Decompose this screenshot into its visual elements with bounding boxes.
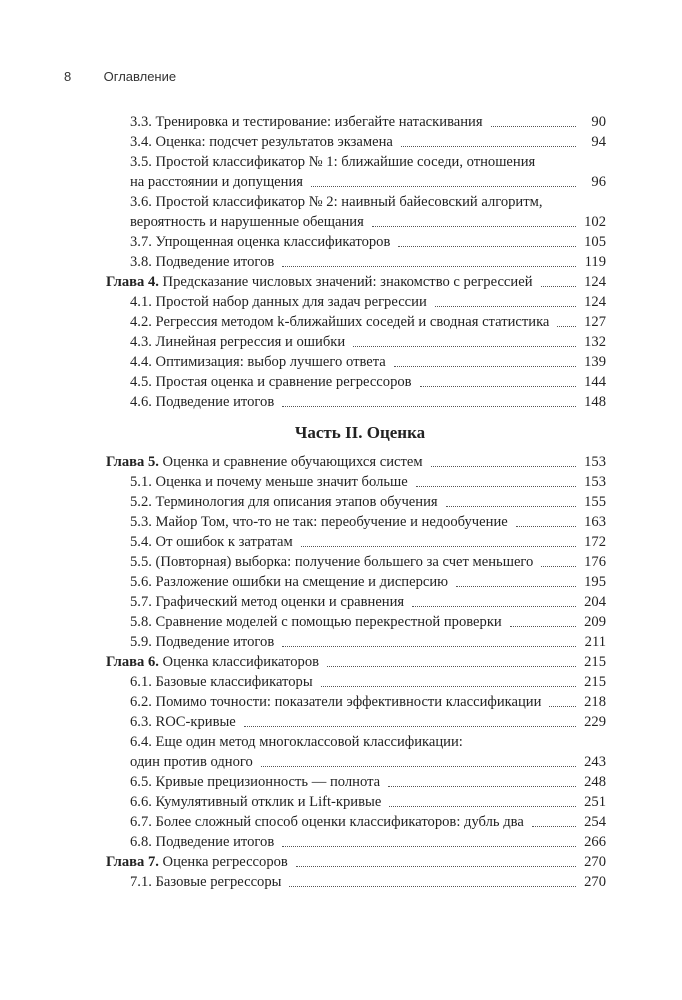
toc-entry-text xyxy=(130,692,541,712)
toc-entry[interactable] xyxy=(106,612,606,632)
toc-page-number: 176 xyxy=(584,554,606,570)
chapter-title: 5.7. Графический метод оценки и сравнения xyxy=(130,594,405,610)
toc-page-number: 209 xyxy=(584,614,606,630)
toc-entry[interactable] xyxy=(106,492,606,512)
toc-entry[interactable] xyxy=(106,772,606,792)
chapter-title: 6.7. Более сложный способ оценки классификаторов: дубль два xyxy=(130,814,524,830)
chapter-title: 5.4. От ошибок к затратам xyxy=(130,534,293,550)
toc-entry-text xyxy=(130,472,408,492)
toc-entry[interactable] xyxy=(106,152,606,192)
chapter-title: 4.5. Простая оценка и сравнение регрессоров xyxy=(130,374,412,390)
running-title: Оглавление xyxy=(103,69,177,84)
toc-entry-text xyxy=(130,292,427,312)
toc-entry[interactable] xyxy=(106,312,606,332)
toc-entry[interactable] xyxy=(106,392,606,412)
toc-page-number: 124 xyxy=(584,294,606,310)
chapter-title: 4.1. Простой набор данных для задач регрессии xyxy=(130,294,427,310)
toc-entry-text xyxy=(130,372,412,392)
chapter-title: 4.6. Подведение итогов xyxy=(130,394,275,410)
toc-page-number: 102 xyxy=(584,214,606,230)
chapter-title: 3.3. Тренировка и тестирование: избегайте натаскивания xyxy=(130,114,483,130)
toc-entry-text xyxy=(130,872,281,892)
chapter-label: Глава 4. xyxy=(106,274,159,290)
dot-leader xyxy=(301,546,576,547)
dot-leader xyxy=(244,726,576,727)
chapter-title: 5.8. Сравнение моделей с помощью перекрестной проверки xyxy=(130,614,502,630)
toc-entry[interactable] xyxy=(106,372,606,392)
chapter-title: 5.3. Майор Том, что-то не так: переобучение и недообучение xyxy=(130,514,508,530)
toc-page-number: 153 xyxy=(584,454,606,470)
toc-entry[interactable] xyxy=(106,532,606,552)
chapter-title: 6.6. Кумулятивный отклик и Lift-кривые xyxy=(130,794,382,810)
toc-entry-text xyxy=(130,572,448,592)
dot-leader xyxy=(557,326,576,327)
toc-page-number: 96 xyxy=(591,174,606,190)
chapter-title: 4.2. Регрессия методом k-ближайших соседей и сводная статистика xyxy=(130,314,550,330)
chapter-title: 6.1. Базовые классификаторы xyxy=(130,674,313,690)
toc-entry[interactable] xyxy=(106,332,606,352)
toc-entry-text xyxy=(106,652,319,672)
toc-page-number: 254 xyxy=(584,814,606,830)
dot-leader xyxy=(398,246,576,247)
toc-entry-continuation xyxy=(130,172,606,192)
toc-entry[interactable] xyxy=(106,812,606,832)
toc-entry-text xyxy=(130,112,483,132)
toc-entry[interactable] xyxy=(106,132,606,152)
toc-entry[interactable] xyxy=(106,292,606,312)
dot-leader xyxy=(541,566,576,567)
toc-entry-text xyxy=(106,272,533,292)
chapter-title: 4.4. Оптимизация: выбор лучшего ответа xyxy=(130,354,386,370)
toc-entry-text xyxy=(130,612,502,632)
dot-leader xyxy=(446,506,576,507)
toc-page-number: 172 xyxy=(584,534,606,550)
toc-chapter[interactable] xyxy=(106,652,606,672)
toc-entry[interactable] xyxy=(106,192,606,232)
toc-entry-text xyxy=(130,812,524,832)
dot-leader xyxy=(394,366,576,367)
chapter-title: Предсказание числовых значений: знакомство с регрессией xyxy=(158,274,533,290)
dot-leader xyxy=(289,886,576,887)
toc-entry[interactable] xyxy=(106,792,606,812)
dot-leader xyxy=(491,126,576,127)
toc-page-number: 229 xyxy=(584,714,606,730)
toc-entry[interactable] xyxy=(106,832,606,852)
toc-entry-text: 3.5. Простой классификатор № 1: ближайшие соседи, отношения xyxy=(130,154,536,170)
running-head xyxy=(64,69,176,84)
toc-page-number: 148 xyxy=(584,394,606,410)
toc-entry-text: 6.4. Еще один метод многоклассовой классификации: xyxy=(130,734,463,750)
chapter-title: 6.2. Помимо точности: показатели эффективности классификации xyxy=(130,694,542,710)
toc-page-number: 144 xyxy=(584,374,606,390)
toc-page-number: 270 xyxy=(584,854,606,870)
chapter-label: Глава 6. xyxy=(106,654,159,670)
chapter-title: Оценка и сравнение обучающихся систем xyxy=(158,454,423,470)
toc-entry-text-cont: на расстоянии и допущения xyxy=(130,174,303,190)
chapter-title: 3.7. Упрощенная оценка классификаторов xyxy=(130,234,391,250)
dot-leader xyxy=(412,606,576,607)
toc-entry-text xyxy=(130,832,274,852)
toc-entry[interactable] xyxy=(106,352,606,372)
toc-entry[interactable] xyxy=(106,712,606,732)
toc-page-number: 94 xyxy=(591,134,606,150)
dot-leader xyxy=(401,146,576,147)
toc-page-number: 153 xyxy=(584,474,606,490)
toc-list-part-i xyxy=(106,112,606,412)
chapter-title: 5.2. Терминология для описания этапов обучения xyxy=(130,494,438,510)
toc-entry-text-cont: вероятность и нарушенные обещания xyxy=(130,214,364,230)
toc-entry[interactable] xyxy=(106,252,606,272)
dot-leader xyxy=(389,806,576,807)
dot-leader xyxy=(541,286,577,287)
toc-entry-text xyxy=(130,792,381,812)
dot-leader xyxy=(516,526,576,527)
dot-leader xyxy=(420,386,576,387)
toc-entry-text xyxy=(130,312,549,332)
chapter-title: 5.9. Подведение итогов xyxy=(130,634,275,650)
toc-entry-text xyxy=(130,712,236,732)
toc-entry-text xyxy=(106,852,288,872)
toc-entry-continuation xyxy=(130,212,606,232)
toc-page-number: 105 xyxy=(584,234,606,250)
toc-entry-text xyxy=(130,772,380,792)
toc-page-number: 218 xyxy=(584,694,606,710)
toc-page-number: 215 xyxy=(584,654,606,670)
toc-entry-text xyxy=(130,232,390,252)
toc-entry-text xyxy=(130,132,393,152)
chapter-title: Оценка регрессоров xyxy=(158,854,288,870)
dot-leader xyxy=(261,766,576,767)
chapter-label: Глава 5. xyxy=(106,454,159,470)
toc-page-number: 163 xyxy=(584,514,606,530)
dot-leader xyxy=(327,666,576,667)
dot-leader xyxy=(416,486,576,487)
toc-entry-text xyxy=(130,352,386,372)
toc-entry-text xyxy=(130,512,508,532)
toc-page-number: 90 xyxy=(591,114,606,130)
chapter-title: 7.1. Базовые регрессоры xyxy=(130,874,282,890)
toc-page-number: 251 xyxy=(584,794,606,810)
part-title: Часть II. Оценка xyxy=(294,423,426,442)
toc-entry-text xyxy=(130,252,274,272)
chapter-title: 5.6. Разложение ошибки на смещение и дисперсию xyxy=(130,574,449,590)
dot-leader xyxy=(456,586,576,587)
toc-page-number: 155 xyxy=(584,494,606,510)
toc-entry[interactable] xyxy=(106,692,606,712)
dot-leader xyxy=(296,866,576,867)
chapter-title: 3.4. Оценка: подсчет результатов экзамена xyxy=(130,134,393,150)
toc-page-number: 139 xyxy=(584,354,606,370)
dot-leader xyxy=(282,406,576,407)
chapter-title: 4.3. Линейная регрессия и ошибки xyxy=(130,334,346,350)
toc-entry[interactable] xyxy=(106,672,606,692)
toc-entry[interactable] xyxy=(106,472,606,492)
toc-entry-text xyxy=(130,392,274,412)
dot-leader xyxy=(282,846,576,847)
toc-page-number: 204 xyxy=(584,594,606,610)
toc-page-number: 248 xyxy=(584,774,606,790)
toc-page-number: 124 xyxy=(584,274,606,290)
dot-leader xyxy=(435,306,576,307)
toc-page-number: 195 xyxy=(584,574,606,590)
toc-entry[interactable] xyxy=(106,732,606,772)
dot-leader xyxy=(388,786,576,787)
toc-entry[interactable] xyxy=(106,112,606,132)
toc-entry[interactable] xyxy=(106,632,606,652)
chapter-title: 6.5. Кривые прецизионность — полнота xyxy=(130,774,381,790)
dot-leader xyxy=(532,826,576,827)
toc-entry[interactable] xyxy=(106,872,606,892)
toc-list-part-ii xyxy=(106,452,606,892)
toc-page-number: 132 xyxy=(584,334,606,350)
table-of-contents xyxy=(106,112,606,892)
dot-leader xyxy=(549,706,576,707)
toc-page-number: 215 xyxy=(584,674,606,690)
toc-entry-text xyxy=(130,592,404,612)
toc-entry[interactable] xyxy=(106,552,606,572)
chapter-title: 6.3. ROC-кривые xyxy=(130,714,236,730)
chapter-title: 5.5. (Повторная) выборка: получение большего за счет меньшего xyxy=(130,554,534,570)
toc-entry-text xyxy=(130,492,438,512)
toc-entry[interactable] xyxy=(106,512,606,532)
toc-page-number: 127 xyxy=(584,314,606,330)
toc-entry-text xyxy=(130,672,313,692)
dot-leader xyxy=(282,646,576,647)
dot-leader xyxy=(282,266,576,267)
toc-entry-text xyxy=(130,552,533,572)
toc-page-number: 270 xyxy=(584,874,606,890)
toc-entry[interactable] xyxy=(106,592,606,612)
toc-page-number: 266 xyxy=(584,834,606,850)
chapter-title: Оценка классификаторов xyxy=(158,654,320,670)
toc-entry-text: 3.6. Простой классификатор № 2: наивный байесовский алгоритм, xyxy=(130,194,543,210)
chapter-title: 3.8. Подведение итогов xyxy=(130,254,275,270)
page-number: 8 xyxy=(64,69,72,84)
dot-leader xyxy=(431,466,576,467)
toc-page-number: 119 xyxy=(584,254,606,270)
dot-leader xyxy=(311,186,576,187)
chapter-title: 5.1. Оценка и почему меньше значит больше xyxy=(130,474,408,490)
toc-chapter[interactable] xyxy=(106,452,606,472)
toc-chapter[interactable] xyxy=(106,852,606,872)
toc-entry[interactable] xyxy=(106,232,606,252)
toc-chapter[interactable] xyxy=(106,272,606,292)
dot-leader xyxy=(372,226,576,227)
dot-leader xyxy=(353,346,576,347)
toc-entry-text xyxy=(130,632,274,652)
toc-entry-continuation xyxy=(130,752,606,772)
toc-entry[interactable] xyxy=(106,572,606,592)
toc-entry-text xyxy=(106,452,423,472)
dot-leader xyxy=(321,686,576,687)
toc-entry-text xyxy=(130,532,293,552)
chapter-label: Глава 7. xyxy=(106,854,159,870)
toc-page-number: 243 xyxy=(584,754,606,770)
toc-entry-text xyxy=(130,332,345,352)
chapter-title: 6.8. Подведение итогов xyxy=(130,834,275,850)
toc-page-number: 211 xyxy=(584,634,606,650)
dot-leader xyxy=(510,626,576,627)
toc-entry-text-cont: один против одного xyxy=(130,754,253,770)
